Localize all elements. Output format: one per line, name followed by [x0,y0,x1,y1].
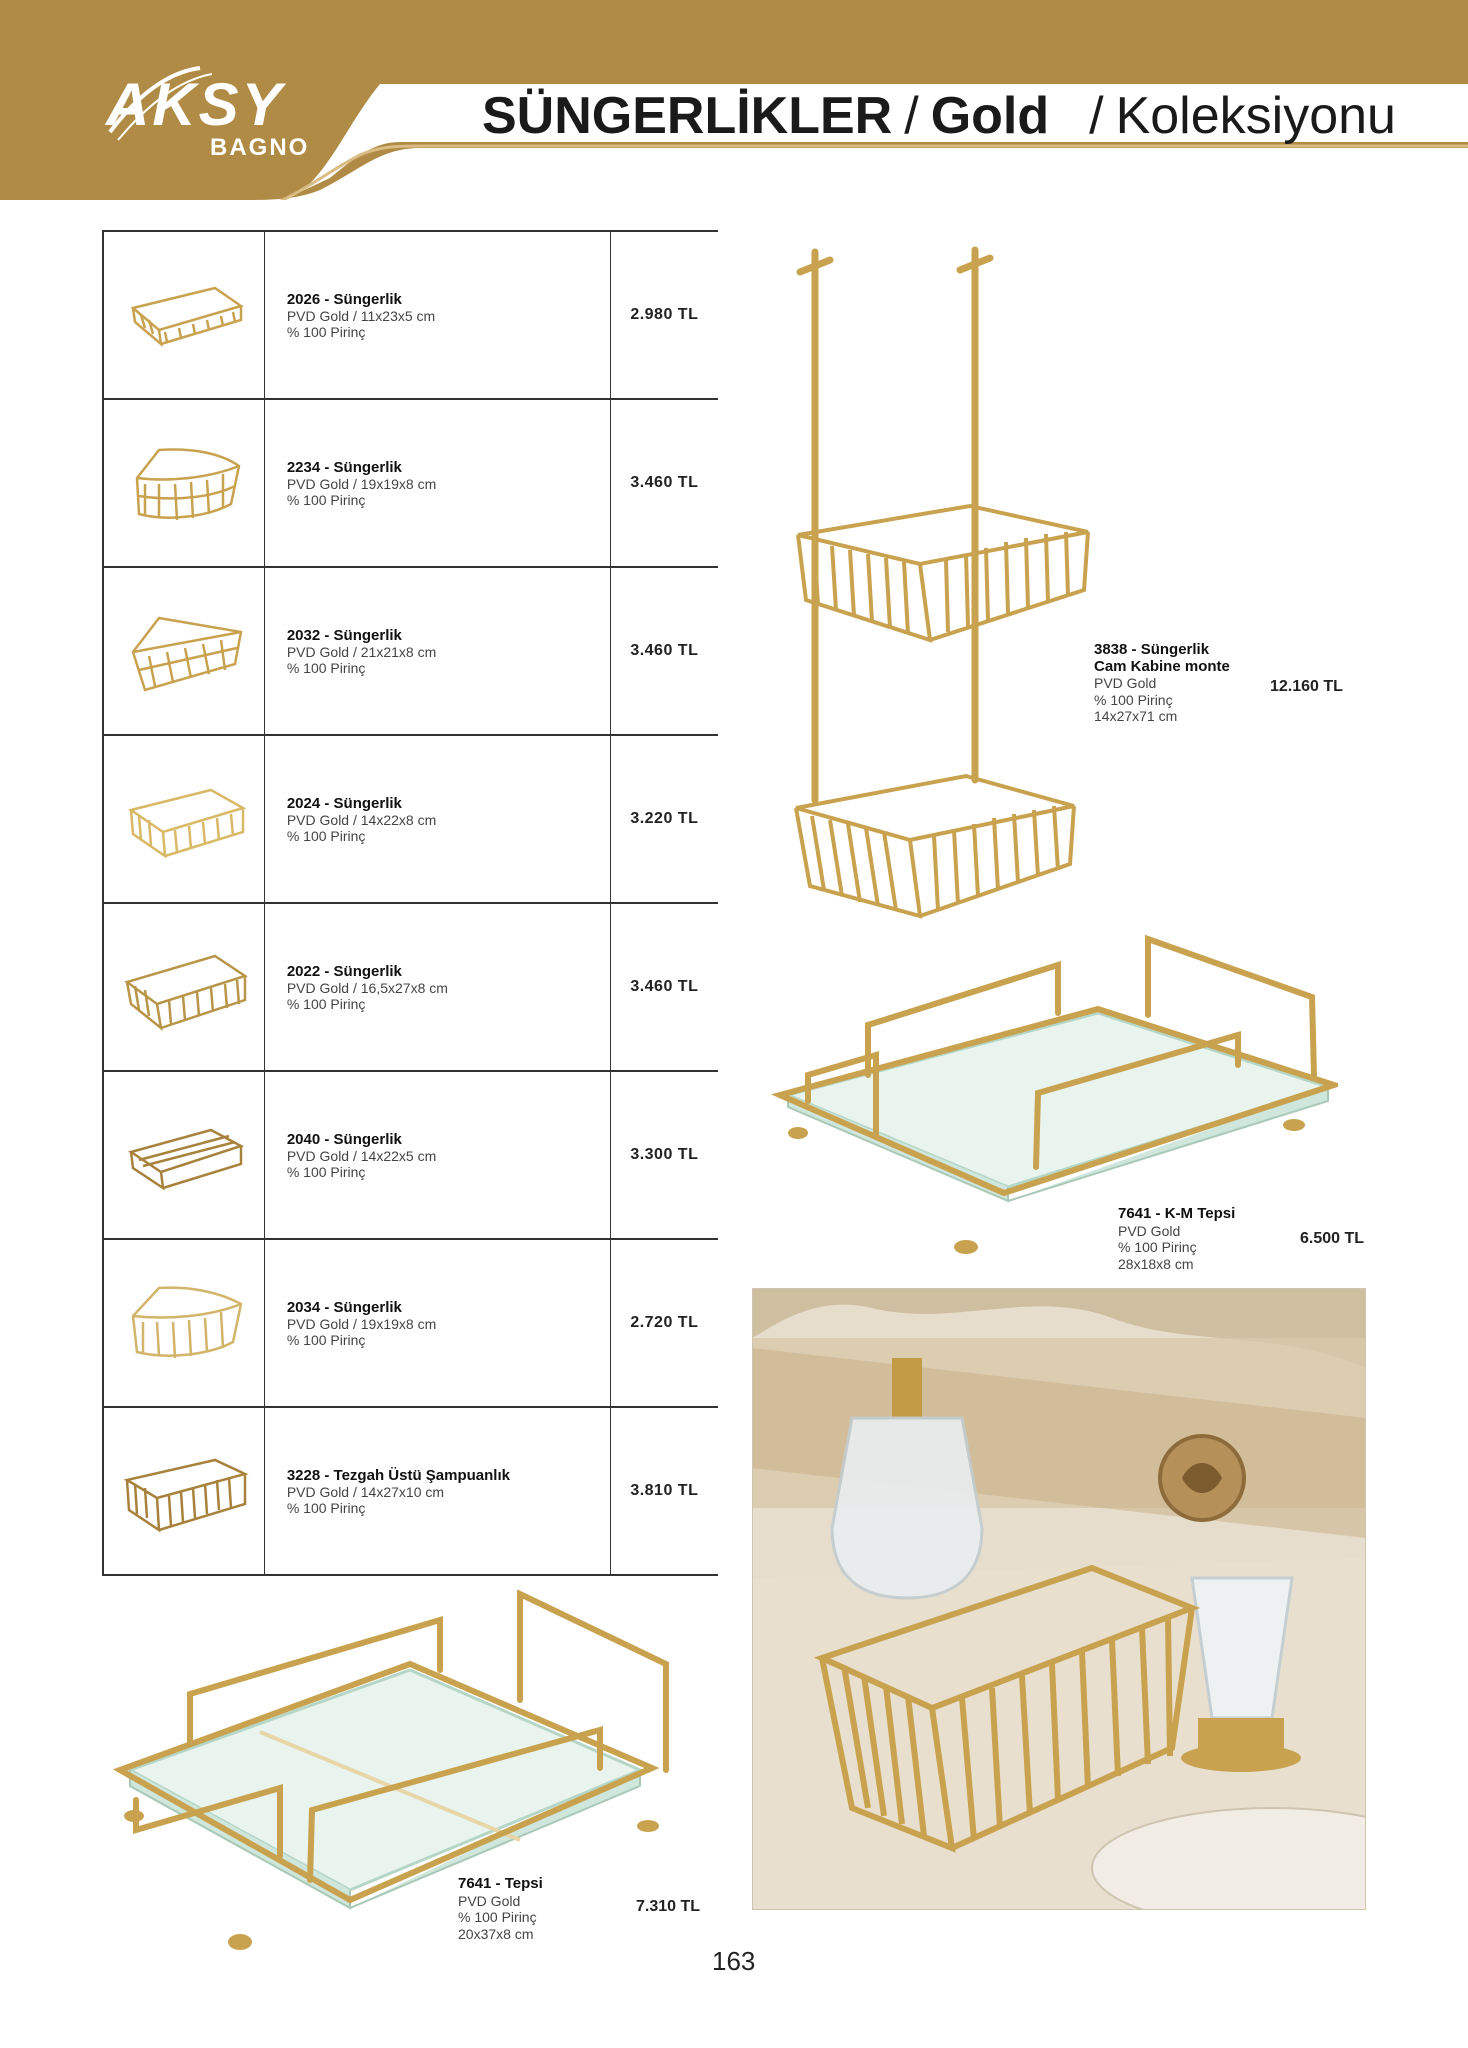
tray-icon [100,1590,680,1960]
product-price: 2.980 TL [610,231,718,399]
table-row [103,399,718,567]
bathroom-scene-icon [752,1288,1366,1910]
product-7641-price: 7.310 TL [636,1898,701,1915]
product-desc-cell [264,735,610,903]
basket-corner-icon [119,438,249,528]
brand-name: AKSY [106,71,285,138]
basket-rectangular-icon [119,774,249,864]
product-price: 3.300 TL [610,1071,718,1239]
page-number: 163 [712,1946,756,1976]
product-spec: PVD Gold / 14x22x5 cm [286,1147,437,1164]
product-image-cell [103,735,264,903]
product-table [102,230,718,1576]
product-material: % 100 Pirinç [286,1499,366,1516]
product-7641km-title: 7641 - K-M Tepsi [1118,1205,1236,1222]
product-desc-cell [264,1407,610,1575]
product-image-cell [103,399,264,567]
basket-corner-icon [119,606,249,696]
product-title: 2234 - Süngerlik [286,458,402,476]
page-title [482,86,1396,146]
product-material: % 100 Pirinç [286,323,366,340]
product-material: % 100 Pirinç [286,659,366,676]
basket-rectangular-icon [119,270,249,360]
product-desc-cell [264,231,610,399]
basket-rectangular-icon [119,942,249,1032]
product-7641-label [458,1876,543,1942]
product-3838-material: % 100 Pirinç [1094,691,1173,708]
product-7641km-finish: PVD Gold [1118,1222,1181,1239]
product-price: 3.220 TL [610,735,718,903]
product-3838-title: 3838 - Süngerlik [1094,641,1210,658]
product-image-cell [103,1071,264,1239]
product-spec: PVD Gold / 21x21x8 cm [286,643,437,660]
product-material: % 100 Pirinç [286,1331,366,1348]
product-3838-finish: PVD Gold [1094,675,1157,691]
brand-sub: BAGNO [210,134,310,161]
product-spec: PVD Gold / 16,5x27x8 cm [286,979,448,996]
product-7641-size: 20x37x8 cm [458,1925,534,1942]
product-image-cell [103,231,264,399]
product-title: 2026 - Süngerlik [286,290,402,308]
product-spec: PVD Gold / 19x19x8 cm [286,475,437,492]
product-price: 2.720 TL [610,1239,718,1407]
basket-corner-icon [119,1278,249,1368]
title-part1: SÜNGERLİKLER [482,87,893,145]
product-material: % 100 Pirinç [286,995,366,1012]
product-desc-cell [264,567,610,735]
product-spec: PVD Gold / 14x27x10 cm [286,1483,445,1500]
product-title: 2034 - Süngerlik [286,1298,402,1316]
product-image-cell [103,1407,264,1575]
title-separator-2: / [1089,87,1104,145]
product-material: % 100 Pirinç [286,491,366,508]
product-title: 2032 - Süngerlik [286,626,402,644]
table-row [103,735,718,903]
title-part3: Koleksiyonu [1115,87,1396,145]
product-7641km-price: 6.500 TL [1300,1230,1365,1247]
product-7641km-material: % 100 Pirinç [1118,1239,1197,1255]
product-image-cell [103,1239,264,1407]
product-price: 3.810 TL [610,1407,718,1575]
product-7641-title: 7641 - Tepsi [458,1875,543,1892]
product-7641-material: % 100 Pirinç [458,1909,537,1925]
lifestyle-photo [752,1288,1366,1910]
brand-logo [100,62,340,167]
product-3838-title2: Cam Kabine monte [1094,657,1230,675]
product-3838-label [1094,642,1230,725]
tray-icon [768,925,1338,1260]
product-7641km-size: 28x18x8 cm [1118,1255,1194,1272]
product-7641km-label [1118,1206,1235,1272]
title-part2: Gold [930,87,1050,145]
table-row [103,1407,718,1575]
product-title: 3228 - Tezgah Üstü Şampuanlık [286,1466,510,1484]
product-material: % 100 Pirinç [286,827,366,844]
hanging-shelf-icon [770,240,1100,930]
product-desc-cell [264,1071,610,1239]
product-7641-finish: PVD Gold [458,1892,521,1909]
product-3838-price: 12.160 TL [1270,678,1343,695]
table-row [103,567,718,735]
product-spec: PVD Gold / 14x22x8 cm [286,811,437,828]
product-desc-cell [264,903,610,1071]
product-spec: PVD Gold / 19x19x8 cm [286,1315,437,1332]
title-separator: / [904,87,919,145]
table-row [103,1071,718,1239]
product-price: 3.460 TL [610,399,718,567]
table-row [103,231,718,399]
product-spec: PVD Gold / 11x23x5 cm [286,307,436,324]
product-title: 2040 - Süngerlik [286,1130,402,1148]
table-row [103,903,718,1071]
product-image-cell [103,567,264,735]
product-price: 3.460 TL [610,903,718,1071]
product-title: 2022 - Süngerlik [286,962,402,980]
product-price: 3.460 TL [610,567,718,735]
product-image-cell [103,903,264,1071]
product-desc-cell [264,399,610,567]
basket-rectangular-icon [119,1446,249,1536]
product-material: % 100 Pirinç [286,1163,366,1180]
product-3838-size: 14x27x71 cm [1094,708,1178,724]
table-row [103,1239,718,1407]
product-title: 2024 - Süngerlik [286,794,402,812]
basket-rectangular-icon [119,1110,249,1200]
product-desc-cell [264,1239,610,1407]
